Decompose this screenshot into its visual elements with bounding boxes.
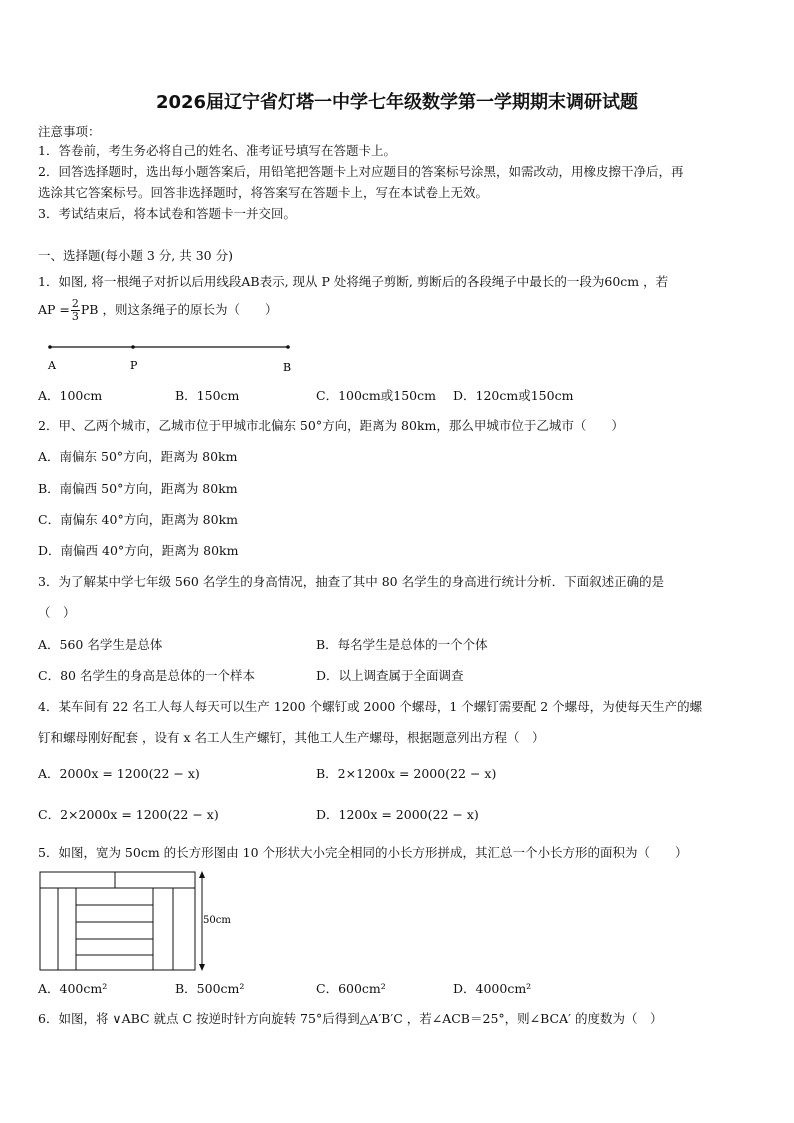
notice-item: 2．回答选择题时，选出每小题答案后，用铅笔把答题卡上对应题目的答案标号涂黑，如需改动，用橡皮擦干净后，再 (38, 164, 684, 179)
question-5-stem: 5．如图，宽为 50cm 的长方形图由 10 个形状大小完全相同的小长方形拼成，其汇总一个小长方形的面积为（ ） (38, 845, 688, 860)
q1-option-c: C．100cm或150cm (316, 388, 436, 403)
segment-ab-figure (40, 338, 310, 374)
question-6-stem: 6．如图，将 ∨ABC 就点 C 按逆时针方向旋转 75°后得到△A′B′C ，若∠ACB＝25°，则∠BCA′ 的度数为（ ） (38, 1011, 663, 1026)
question-2-stem: 2．甲、乙两个城市，乙城市位于甲城市北偏东 50°方向，距离为 80km，那么甲城市位于乙城市（ ） (38, 418, 624, 433)
q1-option-b: B．150cm (175, 388, 240, 403)
q2-option-a: A．南偏东 50°方向，距离为 80km (38, 449, 238, 464)
pb-text: PB ，则这条绳子的原长为（ ） (80, 302, 278, 317)
point-p (131, 345, 135, 349)
rectangle-figure (38, 868, 248, 974)
page-title: 2026届辽宁省灯塔一中学七年级数学第一学期期末调研试题 (155, 92, 639, 113)
q3-option-a: A．560 名学生是总体 (38, 637, 163, 652)
dimension-label: 50cm (203, 915, 231, 926)
q4-option-b: B．2×1200x = 2000(22 − x) (316, 766, 497, 781)
q1-option-d: D．120cm或150cm (453, 388, 574, 403)
point-a (48, 345, 52, 349)
q2-option-c: C．南偏东 40°方向，距离为 80km (38, 512, 239, 527)
notice-heading: 注意事项： (38, 124, 101, 139)
question-1-condition (38, 298, 277, 323)
label-p: P (130, 359, 138, 372)
question-3-bracket: （ ） (38, 605, 76, 620)
ap-text: AP = (38, 302, 70, 317)
q1-option-a: A．100cm (38, 388, 103, 403)
q5-option-d: D．4000cm² (453, 981, 532, 996)
notice-item: 3．考试结束后，将本试卷和答题卡一并交回。 (38, 206, 296, 221)
q4-option-d: D．1200x = 2000(22 − x) (316, 807, 479, 822)
fraction: $\frac{2}{3}$ (71, 297, 79, 323)
question-1-stem: 1．如图, 将一根绳子对折以后用线段AB表示, 现从 P 处将绳子剪断, 剪断后的各段绳子中最长的一段为60cm ，若 (38, 274, 669, 289)
q5-option-c: C．600cm² (316, 981, 386, 996)
notice-item: 选涂其它答案标号。回答非选择题时，将答案写在答题卡上，写在本试卷上无效。 (38, 185, 489, 200)
label-a: A (48, 359, 56, 372)
q2-option-b: B．南偏西 50°方向，距离为 80km (38, 481, 238, 496)
question-4-stem-cont: 钉和螺母刚好配套 ，设有 x 名工人生产螺钉，其他工人生产螺母，根据题意列出方程（ ） (38, 730, 545, 745)
q4-option-c: C．2×2000x = 1200(22 − x) (38, 807, 219, 822)
q5-option-b: B．500cm² (175, 981, 245, 996)
section-heading: 一、选择题(每小题 3 分, 共 30 分) (38, 248, 233, 263)
q5-option-a: A．400cm² (38, 981, 108, 996)
q3-option-d: D．以上调查属于全面调查 (316, 668, 464, 683)
question-4-stem: 4．某车间有 22 名工人每人每天可以生产 1200 个螺钉或 2000 个螺母，1 个螺钉需要配 2 个螺母，为使每天生产的螺 (38, 699, 703, 714)
q4-option-a: A．2000x = 1200(22 − x) (38, 766, 200, 781)
label-b: B (283, 361, 292, 374)
q3-option-c: C．80 名学生的身高是总体的一个样本 (38, 668, 255, 683)
point-b (286, 345, 290, 349)
q2-option-d: D．南偏西 40°方向，距离为 80km (38, 543, 239, 558)
question-3-stem: 3．为了解某中学七年级 560 名学生的身高情况，抽查了其中 80 名学生的身高进行统计分析．下面叙述正确的是 (38, 574, 665, 589)
notice-item: 1．答卷前，考生务必将自己的姓名、准考证号填写在答题卡上。 (38, 143, 396, 158)
q3-option-b: B．每名学生是总体的一个个体 (316, 637, 488, 652)
